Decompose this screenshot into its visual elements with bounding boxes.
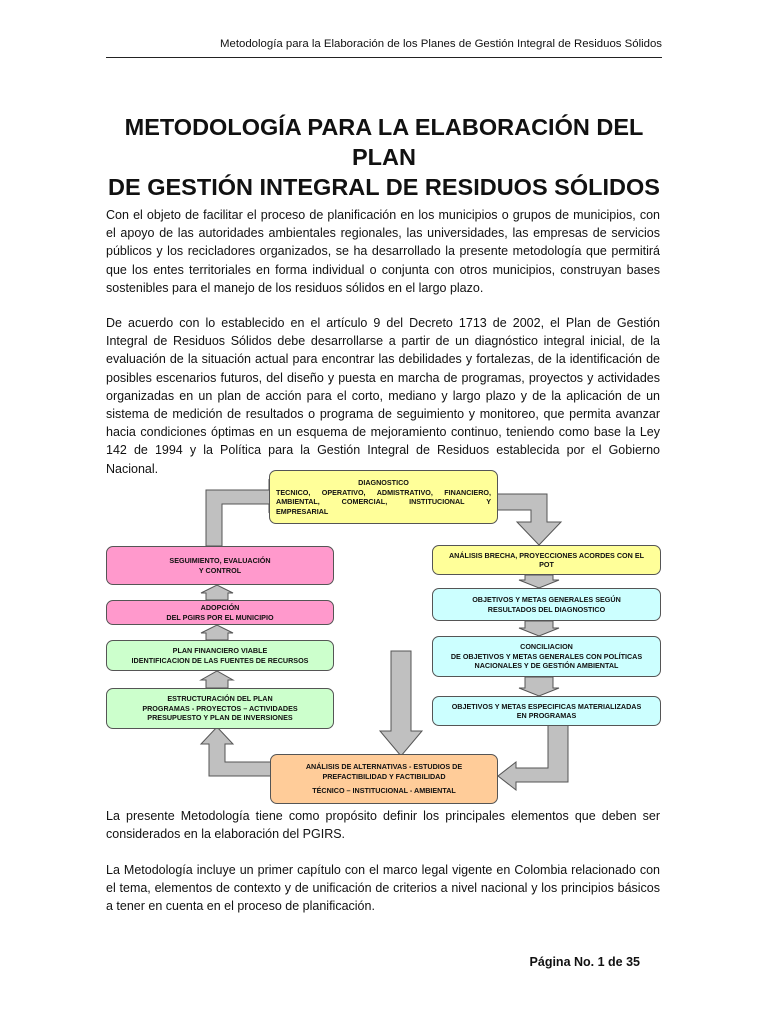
box-analisis-brecha-line-1: ANÁLISIS BRECHA, PROYECCIONES ACORDES CON EL	[448, 550, 644, 560]
box-objetivos-especificos-line-1: OBJETIVOS Y METAS ESPECIFICAS MATERIALIZADAS	[451, 701, 642, 711]
box-objetivos-especificos-line-2: EN PROGRAMAS	[516, 711, 577, 720]
box-seguimiento	[106, 546, 334, 585]
box-alternativas-line-1: ANÁLISIS DE ALTERNATIVAS - ESTUDIOS DE	[305, 762, 463, 772]
box-estructuracion-line-2: PROGRAMAS - PROYECTOS – ACTIVIDADES	[142, 703, 298, 713]
box-seguimiento-line-1: SEGUIMIENTO, EVALUACIÓN	[169, 556, 271, 565]
page-number: Página No. 1 de 35	[529, 955, 640, 969]
box-analisis-brecha-line-2: POT	[539, 560, 554, 569]
arrow-especificos-to-alternativas	[498, 724, 568, 790]
box-seguimiento-line-2: Y CONTROL	[198, 565, 242, 575]
arrow-brecha-to-objetivos	[519, 575, 559, 588]
box-alternativas-line-2: PREFACTIBILIDAD Y FACTIBILIDAD	[322, 771, 446, 781]
box-conciliacion-line-1: CONCILIACION	[520, 642, 573, 652]
box-estructuracion	[106, 688, 334, 729]
box-analisis-brecha	[432, 545, 661, 575]
paragraph-purpose: La presente Metodología tiene como propósito definir los principales elementos que deben ser considerados en la elaboración del PGIRS.	[106, 809, 660, 842]
box-alternativas	[270, 754, 498, 804]
arrow-conciliacion-to-especificos	[519, 677, 559, 696]
box-plan-financiero	[106, 640, 334, 671]
arrow-adopcion-to-seguimiento	[201, 585, 233, 600]
box-plan-financiero-line-2: IDENTIFICACION DE LAS FUENTES DE RECURSOS	[131, 655, 309, 665]
box-diagnostico	[269, 470, 498, 524]
box-diagnostico-line-4: EMPRESARIAL	[276, 506, 329, 516]
page-title	[106, 112, 662, 202]
box-objetivos-metas	[432, 588, 661, 621]
box-estructuracion-line-1: ESTRUCTURACIÓN DEL PLAN	[167, 694, 273, 704]
arrow-diagnostico-to-brecha	[497, 494, 561, 545]
box-diagnostico-line-1: DIAGNOSTICO	[358, 478, 409, 487]
page-title-line-2: DE GESTIÓN INTEGRAL DE RESIDUOS SÓLIDOS	[108, 174, 660, 200]
box-adopcion-line-1: ADOPCIÓN	[200, 603, 240, 612]
box-diagnostico-line-2: TECNICO, OPERATIVO, ADMISTRATIVO, FINANCIERO,	[276, 487, 491, 497]
box-conciliacion-line-2: DE OBJETIVOS Y METAS GENERALES CON POLÍTICAS	[450, 651, 643, 661]
box-plan-financiero-line-1: PLAN FINANCIERO VIABLE	[172, 646, 268, 655]
header-rule	[106, 57, 662, 58]
running-header: Metodología para la Elaboración de los Planes de Gestión Integral de Residuos Sólidos	[220, 38, 662, 50]
box-objetivos-metas-line-1: OBJETIVOS Y METAS GENERALES SEGÚN	[472, 595, 621, 604]
box-diagnostico-line-3: AMBIENTAL, COMERCIAL, INSTITUCIONAL Y	[276, 497, 491, 506]
box-estructuracion-line-3: PRESUPUESTO Y PLAN DE INVERSIONES	[147, 713, 293, 723]
box-objetivos-especificos	[432, 696, 661, 726]
arrow-center-to-alternativas	[380, 651, 422, 756]
box-adopcion-line-2: DEL PGIRS POR EL MUNICIPIO	[166, 612, 274, 622]
box-conciliacion-line-3: NACIONALES Y DE GESTIÓN AMBIENTAL	[474, 661, 619, 671]
methodology-flowchart	[104, 466, 664, 806]
page-title-line-1: METODOLOGÍA PARA LA ELABORACIÓN DEL PLAN	[124, 114, 644, 170]
arrow-estructuracion-to-plan	[201, 671, 233, 688]
arrow-plan-to-adopcion	[201, 625, 233, 640]
box-adopcion	[106, 600, 334, 625]
box-conciliacion	[432, 636, 661, 677]
paragraph-chapter: La Metodología incluye un primer capítulo con el marco legal vigente en Colombia relacionado con el tema, elementos de contexto y de unificación de criterios a nivel nacional y los principios básicos a tener en cuenta en el proceso de planificación.	[106, 863, 660, 914]
paragraph-decree: De acuerdo con lo establecido en el artículo 9 del Decreto 1713 de 2002, el Plan de Gestión Integral de Residuos Sólidos debe desarrollarse a partir de un diagnóstico integral inicial, de la evaluación de la situación actual para encontrar las debilidades y fortalezas, de la identificación de posibles escenarios futuros, del diseño y puesta en marcha de programas, proyectos y actividades organizadas en un plan de acción para el corto, mediano y largo plazo y de la aplicación de un sistema de medición de resultados o programa de seguimiento y monitoreo, que permita avanzar hacia condiciones óptimas en un esquema de mejoramiento continuo, teniendo como base la Ley 142 de 1994 y la Política para la Gestión Integral de Residuos establecida por el Gobierno Nacional.	[106, 316, 660, 476]
box-objetivos-metas-line-2: RESULTADOS DEL DIAGNOSTICO	[487, 604, 606, 614]
arrow-objetivos-to-conciliacion	[519, 621, 559, 636]
box-alternativas-line-3: TÉCNICO – INSTITUCIONAL - AMBIENTAL	[312, 786, 456, 796]
arrow-alternativas-to-estructuracion	[201, 727, 271, 776]
paragraph-intro: Con el objeto de facilitar el proceso de planificación en los municipios o grupos de municipios, con el apoyo de las autoridades ambientales regionales, las universidades, las empresas de servicios públicos y los recicladores organizados, se ha desarrollado la presente metodología que permitirá que los entes territoriales en forma individual o conjunta con otros municipios, construyan bases sostenibles para el manejo de los residuos sólidos en el largo plazo.	[106, 208, 660, 295]
